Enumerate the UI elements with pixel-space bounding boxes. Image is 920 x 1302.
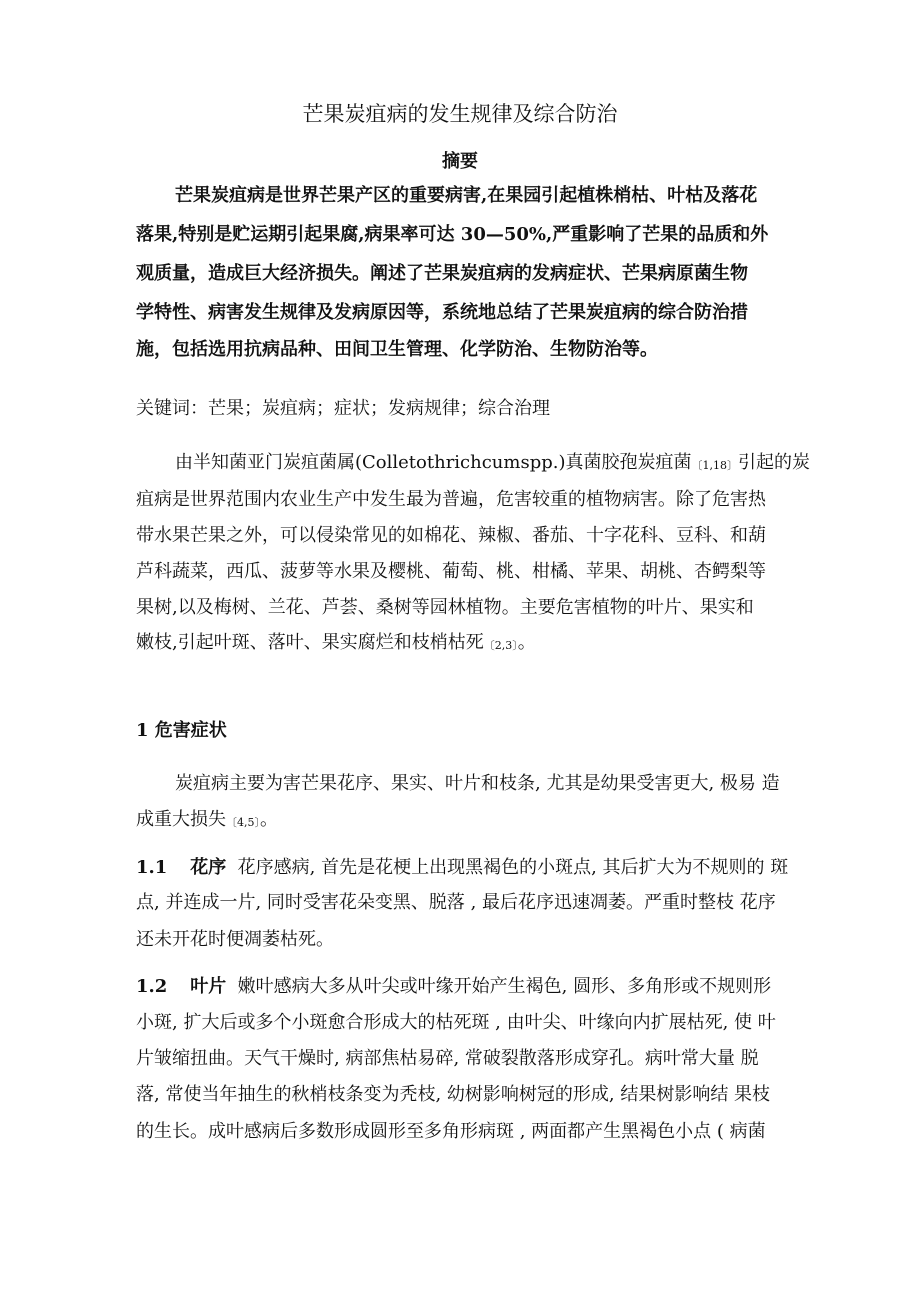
abstract-line-5: 施，包括选用抗病品种、田间卫生管理、化学防治、生物防治等。 — [136, 339, 658, 360]
intro-line-6-text: 嫩枝,引起叶斑、落叶、果实腐烂和枝梢枯死 — [136, 632, 484, 653]
subsection-1-2-line-3: 片皱缩扭曲。天气干燥时, 病部焦枯易碎, 常破裂散落形成穿孔。病叶常大量 脱 — [136, 1048, 759, 1069]
subsection-1-2-line-4: 落, 常使当年抽生的秋梢枝条变为秃枝, 幼树影响树冠的形成, 结果树影响结 果枝 — [136, 1084, 771, 1105]
subsection-1-2-line-1 — [136, 972, 771, 998]
subsection-1-2-line-2: 小斑, 扩大后或多个小斑愈合形成大的枯死斑 , 由叶尖、叶缘向内扩展枯死, 使 叶 — [136, 1012, 776, 1033]
section-1-line-2 — [136, 805, 278, 831]
intro-line-2: 疽病是世界范围内农业生产中发生最为普遍，危害较重的植物病害。除了危害热 — [136, 489, 766, 510]
intro-line-1-tail: 引起的炭 — [738, 452, 810, 473]
subsection-1-1-text-1: 花序感病, 首先是花梗上出现黑褐色的小斑点, 其后扩大为不规则的 斑 — [237, 857, 789, 878]
abstract-line-3: 观质量，造成巨大经济损失。阐述了芒果炭疽病的发病症状、芒果病原菌生物 — [136, 263, 748, 284]
intro-line-6 — [136, 628, 536, 654]
citation-4-5: 〔4,5〕 — [226, 816, 260, 829]
subsection-1-2-heading: 叶片 — [190, 976, 227, 997]
intro-line-6-tail: 。 — [517, 632, 536, 653]
subsection-1-2-text-1: 嫩叶感病大多从叶尖或叶缘开始产生褐色, 圆形、多角形或不规则形 — [237, 976, 772, 997]
intro-line-1 — [175, 448, 810, 474]
abstract-line-2: 落果,特别是贮运期引起果腐,病果率可达 30—50%,严重影响了芒果的品质和外 — [136, 224, 769, 245]
section-1-line-2-tail: 。 — [260, 809, 278, 830]
intro-line-5: 果树,以及梅树、兰花、芦荟、桑树等园林植物。主要危害植物的叶片、果实和 — [136, 597, 754, 618]
subsection-1-2-line-5: 的生长。成叶感病后多数形成圆形至多角形病斑 , 两面都产生黑褐色小点 ( 病菌 — [136, 1121, 766, 1142]
abstract-line-1: 芒果炭疽病是世界芒果产区的重要病害,在果园引起植株梢枯、叶枯及落花 — [175, 185, 758, 206]
subsection-1-2-number: 1.2 — [136, 976, 168, 997]
abstract-heading: 摘要 — [442, 151, 478, 172]
intro-line-1-text: 由半知菌亚门炭疽菌属(Colletothrichcumspp.)真菌胶孢炭疽菌 — [175, 452, 692, 473]
keywords: 关键词：芒果；炭疽病；症状；发病规律；综合治理 — [136, 398, 550, 419]
subsection-1-1-line-3: 还未开花时便凋萎枯死。 — [136, 929, 334, 950]
subsection-1-1-line-1 — [136, 853, 788, 879]
section-1-heading: 1 危害症状 — [136, 720, 227, 741]
subsection-1-1-line-2: 点, 并连成一片, 同时受害花朵变黑、脱落 , 最后花序迅速凋萎。严重时整枝 花序 — [136, 892, 776, 913]
abstract-line-4: 学特性、病害发生规律及发病原因等，系统地总结了芒果炭疽病的综合防治措 — [136, 302, 748, 323]
subsection-1-1-heading: 花序 — [190, 857, 227, 878]
citation-1-18: 〔1,18〕 — [691, 459, 738, 472]
subsection-1-1-number: 1.1 — [136, 857, 168, 878]
citation-2-3: 〔2,3〕 — [483, 639, 518, 652]
intro-line-4: 芦科蔬菜，西瓜、菠萝等水果及樱桃、葡萄、桃、柑橘、苹果、胡桃、杏鳄梨等 — [136, 561, 766, 582]
document-title: 芒果炭疽病的发生规律及综合防治 — [302, 102, 618, 126]
section-1-line-2-text: 成重大损失 — [136, 809, 226, 830]
section-1-line-1: 炭疽病主要为害芒果花序、果实、叶片和枝条, 尤其是幼果受害更大, 极易 造 — [175, 773, 780, 794]
intro-line-3: 带水果芒果之外，可以侵染常见的如棉花、辣椒、番茄、十字花科、豆科、和葫 — [136, 525, 766, 546]
